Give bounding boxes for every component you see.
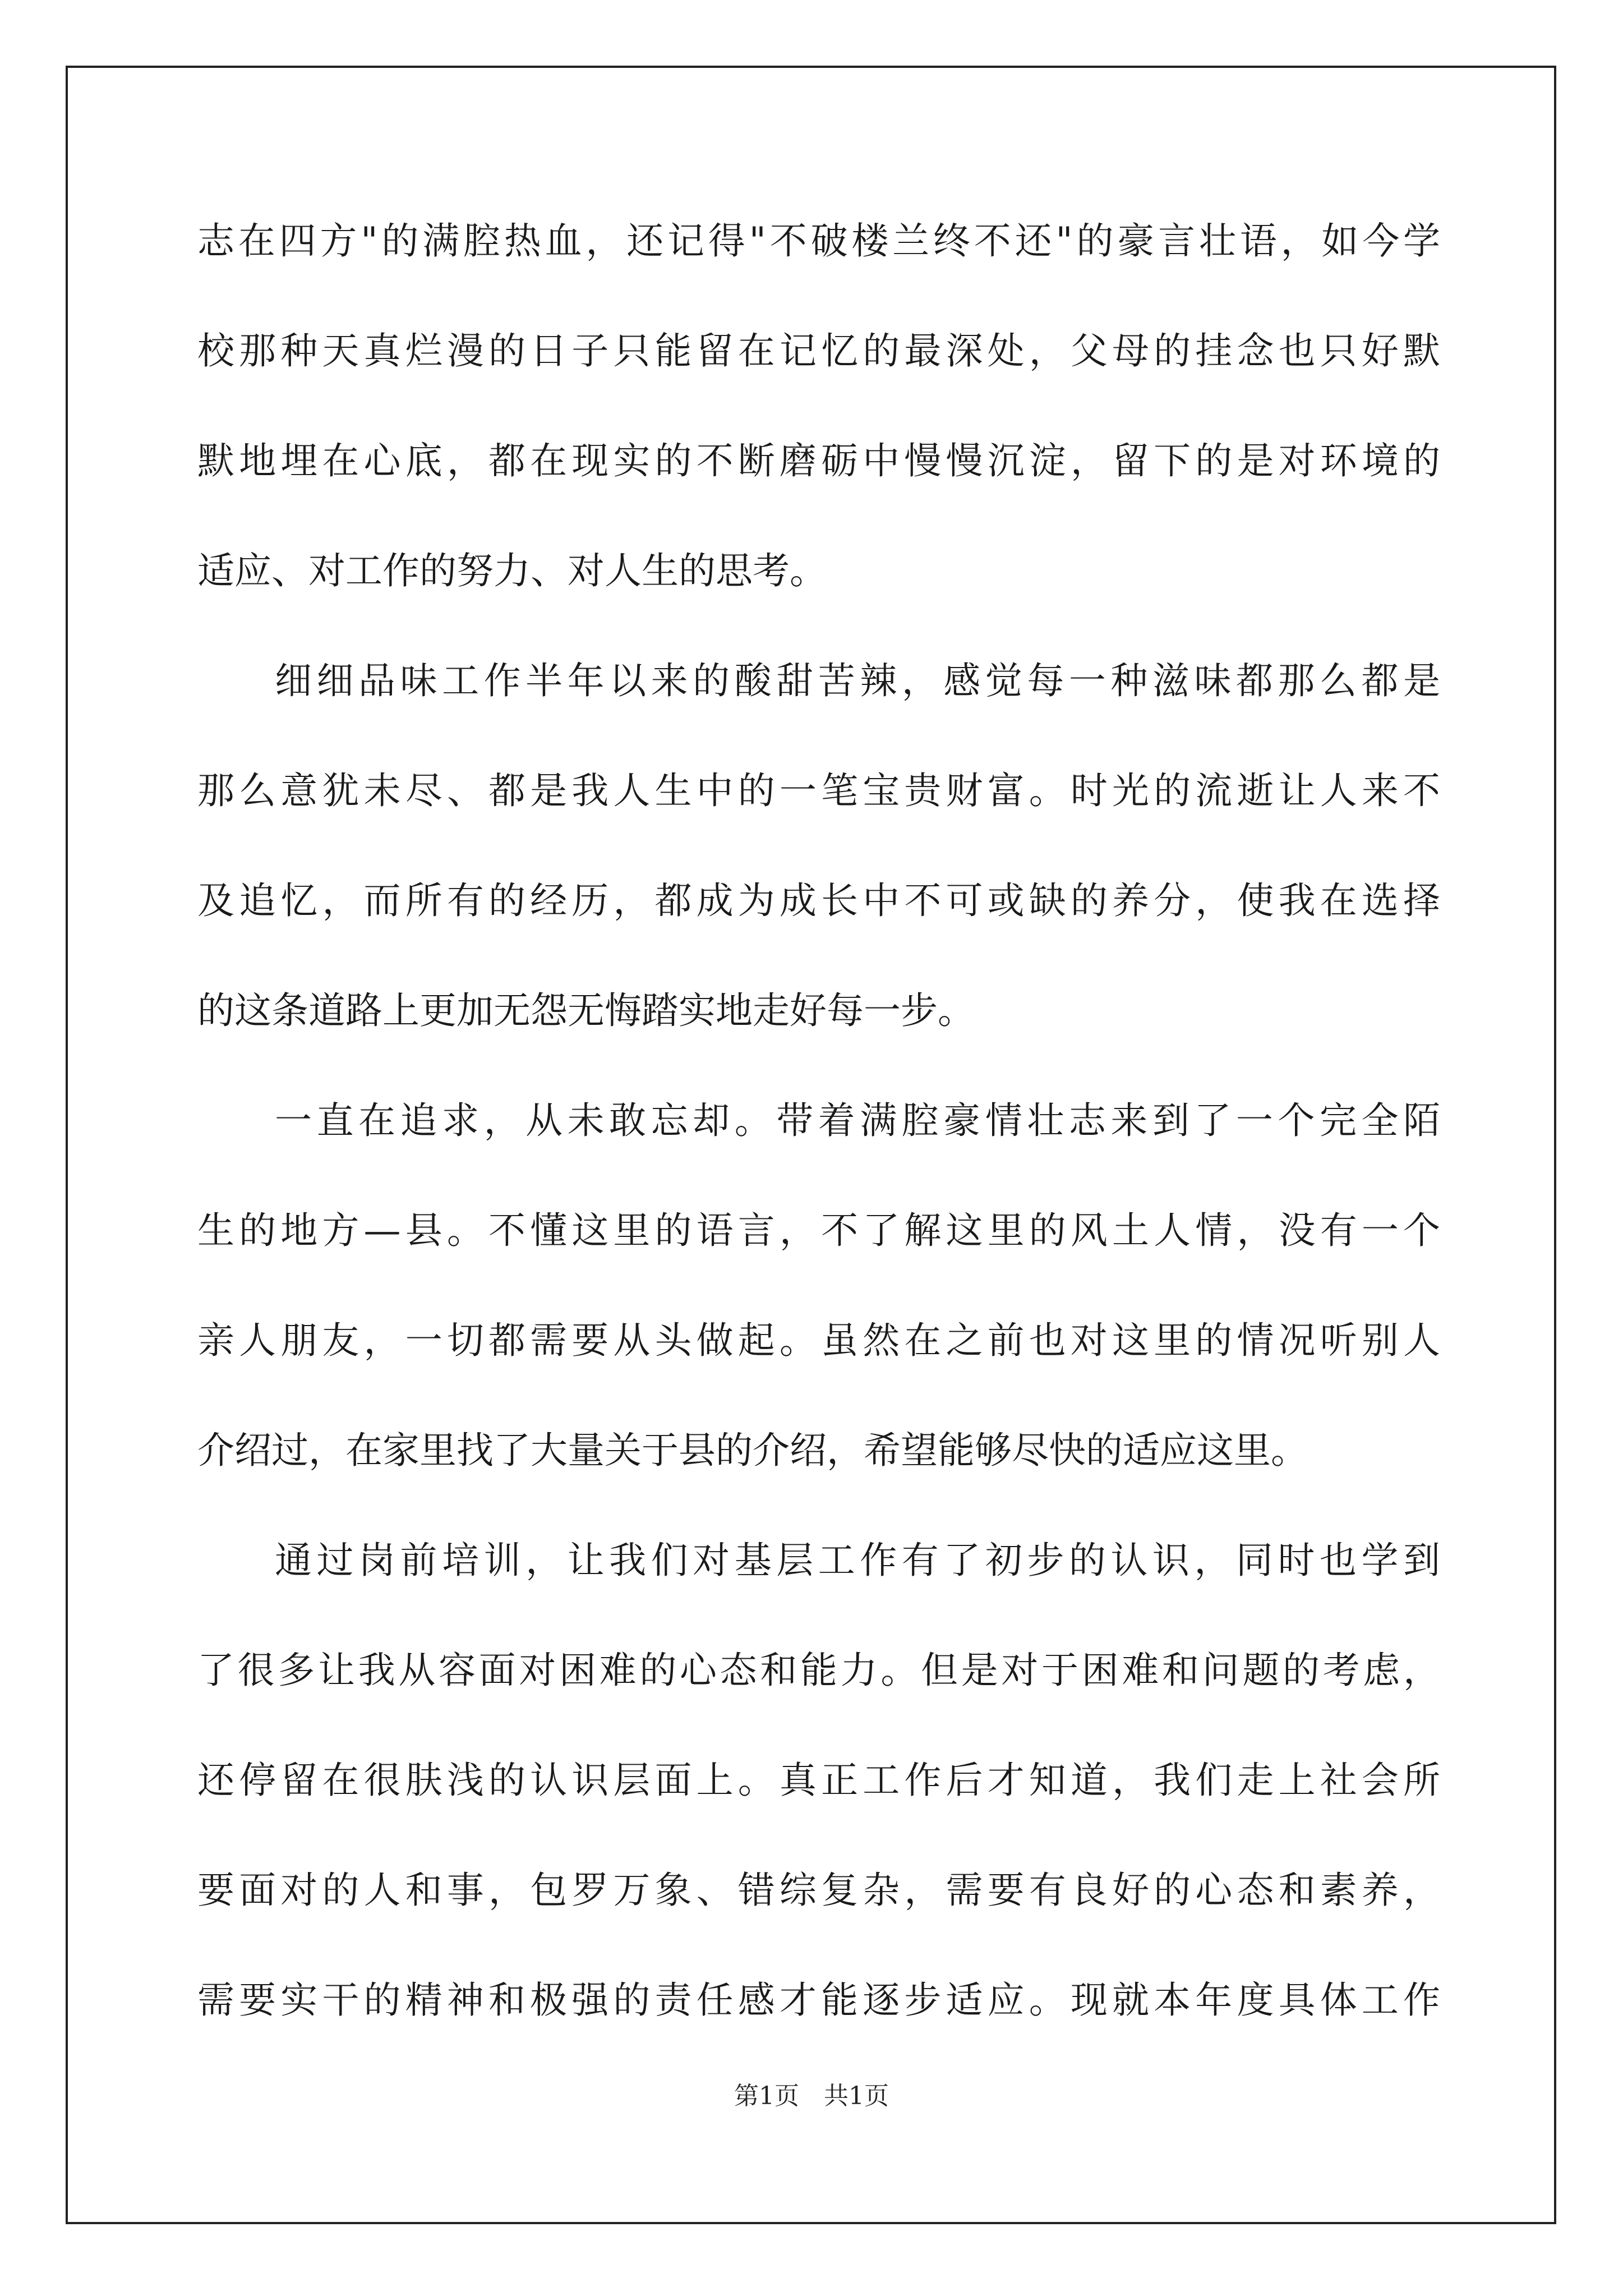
- text-line: 介绍过，在家里找了大量关于县的介绍，希望能够尽快的适应这里。: [197, 1429, 1308, 1472]
- text-line: 一直在追求，从未敢忘却。带着满腔豪情壮志来到了一个完全陌: [275, 1099, 1440, 1142]
- text-line: 默地埋在心底，都在现实的不断磨砺中慢慢沉淀，留下的是对环境的: [197, 439, 1440, 482]
- text-line: 亲人朋友，一切都需要从头做起。虽然在之前也对这里的情况听别人: [197, 1319, 1440, 1362]
- text-line: 那么意犹未尽、都是我人生中的一笔宝贵财富。时光的流逝让人来不: [197, 769, 1440, 812]
- text-line: 还停留在很肤浅的认识层面上。真正工作后才知道，我们走上社会所: [197, 1759, 1440, 1802]
- text-line: 的这条道路上更加无怨无悔踏实地走好每一步。: [197, 989, 975, 1032]
- document-body: [197, 202, 1440, 2071]
- page-number-footer: 第1页 共1页: [734, 2082, 889, 2110]
- text-line: 了很多让我从容面对困难的心态和能力。但是对于困难和问题的考虑，: [197, 1649, 1440, 1692]
- text-line: 志在四方"的满腔热血，还记得"不破楼兰终不还"的豪言壮语，如今学: [197, 219, 1440, 263]
- text-line: 校那种天真烂漫的日子只能留在记忆的最深处，父母的挂念也只好默: [197, 329, 1440, 372]
- text-line: 生的地方—县。不懂这里的语言，不了解这里的风土人情，没有一个: [197, 1209, 1440, 1252]
- text-line: 细细品味工作半年以来的酸甜苦辣，感觉每一种滋味都那么都是: [275, 659, 1440, 702]
- text-line: 要面对的人和事，包罗万象、错综复杂，需要有良好的心态和素养，: [197, 1869, 1440, 1912]
- text-line: 及追忆，而所有的经历，都成为成长中不可或缺的养分，使我在选择: [197, 879, 1440, 922]
- text-line: 需要实干的精神和极强的责任感才能逐步适应。现就本年度具体工作: [197, 1978, 1440, 2022]
- text-line: 通过岗前培训，让我们对基层工作有了初步的认识，同时也学到: [275, 1539, 1440, 1582]
- text-line: 适应、对工作的努力、对人生的思考。: [197, 549, 827, 592]
